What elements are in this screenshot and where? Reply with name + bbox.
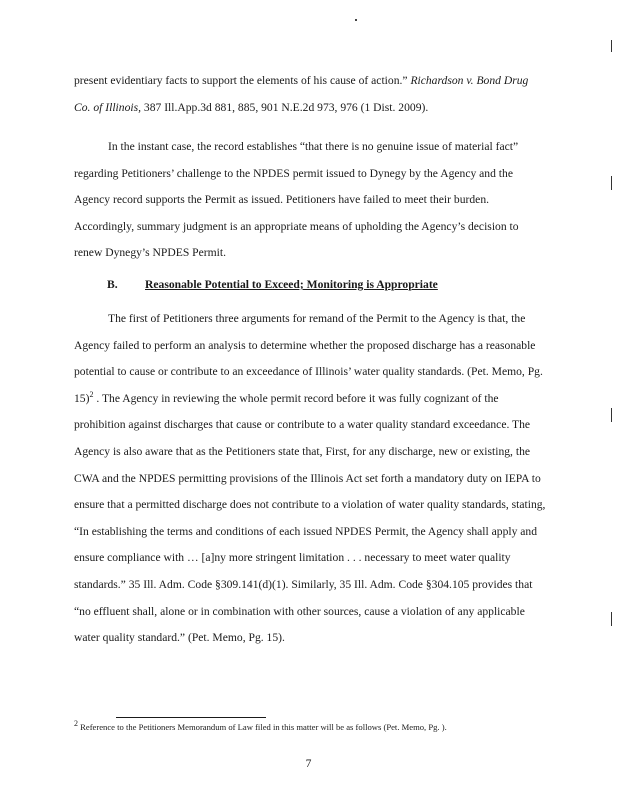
margin-mark: [611, 408, 612, 422]
case-citation: Richardson v. Bond Drug Co. of Illinois,: [74, 74, 529, 114]
footnote-separator: [116, 717, 266, 718]
footnote-text: Reference to the Petitioners Memorandum of Law filed in this matter will be as follows (Pet. Memo, Pg. ).: [78, 722, 447, 732]
section-letter: B.: [107, 278, 118, 291]
margin-mark: [611, 176, 612, 190]
paragraph-continued: [74, 68, 546, 121]
paragraph-text: present evidentiary facts to support the elements of his cause of action.”: [74, 74, 411, 87]
margin-mark: [611, 40, 612, 52]
paragraph-text: The first of Petitioners three arguments for remand of the Permit to the Agency is that, the Agency failed to perform an analysis to determine whether the proposed discharge has a reasonable potential to cause or contribute to an exceedance of Illinois’ water quality standards. (Pet. Memo, Pg. 15): [74, 312, 543, 405]
paragraph-text-continued: . The Agency in reviewing the whole permit record before it was fully cognizant of the prohibition against discharges that cause or contribute to a water quality standard exceedance. The Agency is also aware that as the Petitioners state that, First, for any discharge, new or existing, the CWA and the NPDES permitting provisions of the Illinois Act set forth a mandatory duty on IEPA to ensure that a permitted discharge does not contribute to a violation of water quality standards, stating, “In establishing the terms and conditions of each issued NPDES Permit, the Agency shall apply and ensure compliance with … [a]ny more stringent limitation . . . necessary to meet water quality standards.” 35 Ill. Adm. Code §309.141(d)(1). Similarly, 35 Ill. Adm. Code §304.105 provides that “no effluent shall, alone or in combination with other sources, cause a violation of any applicable water quality standard.” (Pet. Memo, Pg. 15).: [74, 391, 546, 645]
scan-speck: [355, 19, 357, 21]
paragraph-text: In the instant case, the record establishes “that there is no genuine issue of material fact” regarding Petitioners’ challenge to the NPDES permit issued to Dynegy by the Agency and the Agency record supports the Permit as issued. Petitioners have failed to meet their burden. Accordingly, summary judgment is an appropriate means of upholding the Agency’s decision to renew Dynegy’s NPDES Permit.: [74, 140, 519, 260]
paragraph-first-argument: [74, 306, 546, 652]
citation-reporter: 387 Ill.App.3d 881, 885, 901 N.E.2d 973, 976 (1 Dist. 2009).: [141, 100, 429, 114]
footnote-number: 2: [74, 719, 78, 729]
paragraph-instant-case: [74, 134, 546, 267]
section-title: Reasonable Potential to Exceed; Monitoring is Appropriate: [145, 278, 438, 291]
footnote: [74, 721, 554, 733]
footnote-reference[interactable]: 2: [89, 389, 94, 399]
section-heading: [107, 278, 438, 291]
margin-mark: [611, 612, 612, 626]
page-number: 7: [305, 757, 312, 770]
